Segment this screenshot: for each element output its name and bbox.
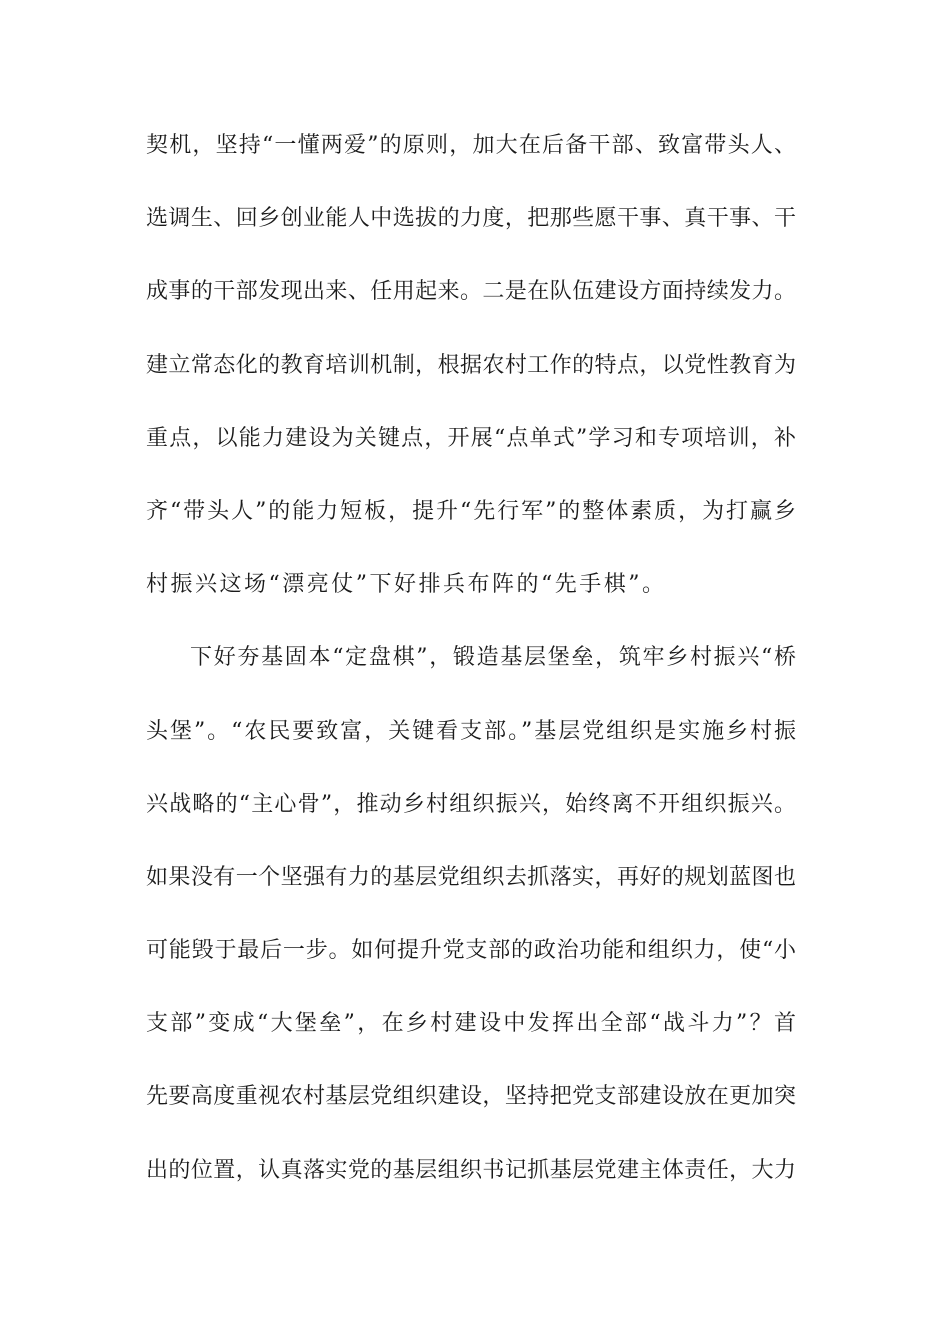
text-line: 成事的干部发现出来、任用起来。二是在队伍建设方面持续发力。 bbox=[146, 279, 796, 305]
text-line: 兴战略的“主心骨”，推动乡村组织振兴，始终离不开组织振兴。 bbox=[146, 791, 796, 817]
text-line: 选调生、回乡创业能人中选拔的力度，把那些愿干事、真干事、干 bbox=[146, 206, 796, 232]
text-line: 可能毁于最后一步。如何提升党支部的政治功能和组织力，使“小 bbox=[146, 938, 796, 964]
text-line: 重点，以能力建设为关键点，开展“点单式”学习和专项培训，补 bbox=[146, 425, 796, 451]
text-line: 建立常态化的教育培训机制，根据农村工作的特点，以党性教育为 bbox=[146, 352, 796, 378]
text-line: 头堡”。“农民要致富，关键看支部。”基层党组织是实施乡村振 bbox=[146, 718, 796, 744]
paragraph-start-line: 下好夯基固本“定盘棋”，锻造基层堡垒，筑牢乡村振兴“桥 bbox=[190, 645, 796, 671]
text-line: 支部”变成“大堡垒”，在乡村建设中发挥出全部“战斗力”？首 bbox=[146, 1011, 796, 1037]
body-text bbox=[146, 127, 796, 1225]
text-line: 齐“带头人”的能力短板，提升“先行军”的整体素质，为打赢乡 bbox=[146, 498, 796, 524]
text-line: 如果没有一个坚强有力的基层党组织去抓落实，再好的规划蓝图也 bbox=[146, 864, 796, 890]
text-line: 契机，坚持“一懂两爱”的原则，加大在后备干部、致富带头人、 bbox=[146, 133, 796, 158]
text-line: 出的位置，认真落实党的基层组织书记抓基层党建主体责任，大力 bbox=[146, 1157, 796, 1183]
text-line: 村振兴这场“漂亮仗”下好排兵布阵的“先手棋”。 bbox=[146, 572, 667, 598]
text-line: 先要高度重视农村基层党组织建设，坚持把党支部建设放在更加突 bbox=[146, 1084, 796, 1110]
